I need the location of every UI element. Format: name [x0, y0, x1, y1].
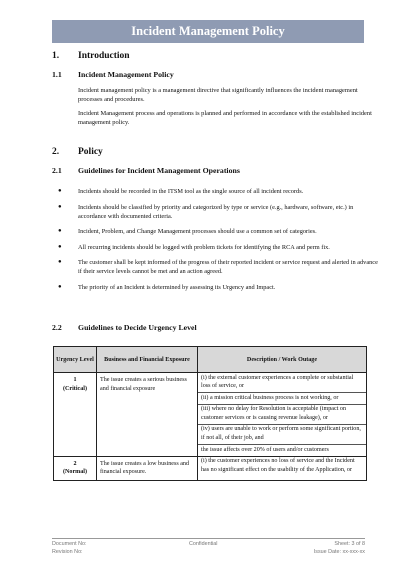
table-row	[54, 456, 367, 480]
description-cell	[198, 456, 367, 480]
list-item-text: The priority of an Incident is determined by assessing its Urgency and Impact.	[78, 283, 276, 291]
urgency-level-number: 2	[73, 460, 77, 467]
section-2-heading	[52, 147, 103, 157]
intro-paragraph-2: Incident Management process and operations is planned and performed in accordance with the established incident management policy.	[78, 110, 372, 127]
guidelines-list	[58, 187, 378, 298]
subsection-2-2-heading	[52, 323, 197, 332]
urgency-level-number: 1	[73, 377, 77, 383]
section-1-heading	[52, 51, 130, 61]
section-number: 1.	[52, 51, 60, 61]
section-title: Policy	[78, 147, 103, 157]
urgency-level-name: (Normal)	[62, 469, 88, 476]
list-item	[58, 203, 378, 221]
description-item: (i) the customer experiences no loss of service and the Incident has no significant effect on the usability of the Application, or	[201, 458, 355, 473]
footer-confidential: Confidential	[189, 541, 218, 547]
list-item	[58, 258, 378, 276]
document-title: Incident Management Policy	[52, 20, 364, 43]
subsection-1-1-heading	[52, 70, 174, 79]
description-item: (i) the external customer experiences a complete or substantial loss of service, or	[198, 373, 366, 393]
urgency-level-cell	[54, 456, 97, 480]
list-item-text: All recurring incidents should be logged with problem tickets for identifying the RCA and perm fix.	[78, 243, 330, 251]
urgency-table	[53, 346, 367, 481]
footer-divider	[52, 538, 365, 539]
urgency-level-cell	[54, 373, 97, 457]
bullet-icon: ●	[58, 188, 62, 194]
subsection-2-1-heading	[52, 166, 240, 175]
footer-revision-no: Revision No:	[52, 549, 83, 555]
exposure-cell: The issue creates a serious business and financial exposure	[97, 373, 198, 457]
list-item	[58, 227, 378, 236]
footer-document-no: Document No:	[52, 541, 87, 547]
description-item: (ii) a mission critical business process is not working, or	[198, 393, 366, 405]
description-item: the issue affects over 20% of users and/or customers	[201, 446, 329, 453]
list-item-text: The customer shall be kept informed of the progress of their reported incident or service request and alerted in advance if their service levels cannot be met and an action agreed.	[78, 259, 378, 276]
list-item	[58, 243, 378, 252]
bullet-icon: ●	[58, 283, 62, 290]
footer-sheet: Sheet: 3 of 8	[334, 541, 365, 547]
description-item: (iv) users are unable to work or perform some significant portion, if not all, of their job, and	[198, 425, 366, 445]
list-item-text: Incidents should be recorded in the ITSM tool as the single source of all incident records.	[78, 188, 304, 195]
bullet-icon: ●	[58, 203, 62, 210]
intro-paragraph-1: Incident management policy is a management directive that significantly influences the incident management processes and procedures.	[78, 87, 358, 104]
column-header: Business and Financial Exposure	[97, 347, 198, 373]
footer-issue-date: Issue Date: xx-xxx-xx	[313, 549, 365, 555]
section-number: 2.	[52, 147, 60, 157]
list-item	[58, 187, 378, 196]
subsection-number: 1.1	[52, 70, 62, 79]
urgency-level-name: (Critical)	[62, 385, 88, 392]
column-header: Description / Work Outage	[198, 347, 367, 373]
list-item-text: Incidents should be classified by priority and categorized by type or service (e.g., hardware, software, etc.) in accordance with documented criteria.	[78, 203, 354, 220]
subsection-title: Guidelines to Decide Urgency Level	[78, 323, 197, 332]
description-cell	[198, 373, 367, 457]
subsection-number: 2.2	[52, 323, 62, 332]
bullet-icon: ●	[58, 259, 62, 266]
section-title: Introduction	[78, 51, 130, 61]
subsection-title: Incident Management Policy	[78, 70, 174, 79]
subsection-number: 2.1	[52, 166, 62, 175]
list-item	[58, 283, 378, 292]
description-item: (iii) where no delay for Resolution is acceptable (impact on customer services or is causing revenue leakage), or	[198, 405, 366, 425]
table-row	[54, 373, 367, 457]
column-header: Urgency Level	[54, 347, 97, 373]
subsection-title: Guidelines for Incident Management Operations	[78, 166, 240, 175]
bullet-icon: ●	[58, 228, 62, 235]
bullet-icon: ●	[58, 243, 62, 250]
list-item-text: Incident, Problem, and Change Management processes should use a common set of categories.	[78, 228, 317, 236]
table-header-row	[54, 347, 367, 373]
exposure-cell: The issue creates a low business and financial exposure.	[97, 456, 198, 480]
